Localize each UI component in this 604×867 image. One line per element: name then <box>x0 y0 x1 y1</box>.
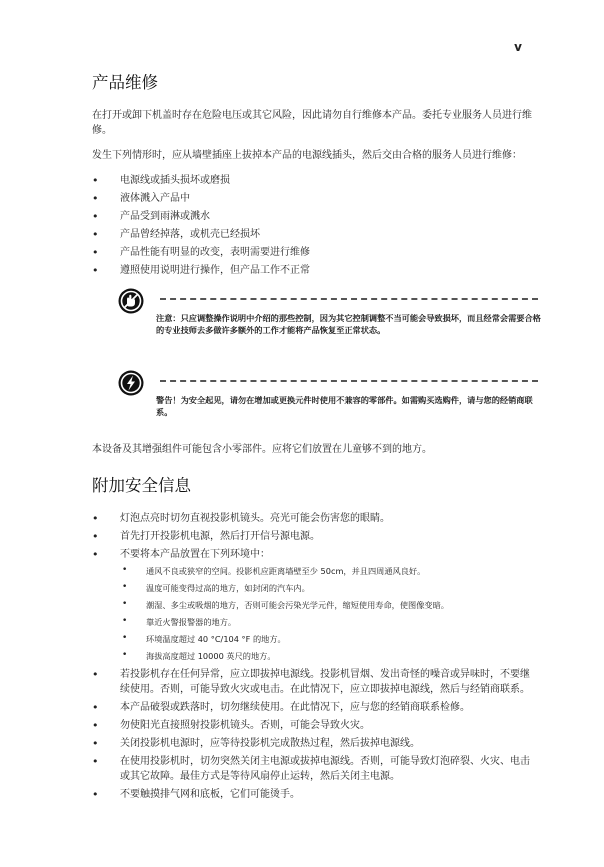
note-text: 注意：只应调整操作说明中介绍的那些控制，因为其它控制调整不当可能会导致损坏，而且经常会需要合格的专业技师去多做许多额外的工作才能将产品恢复至正常状态。 <box>156 313 541 335</box>
list-item: • 产品受到雨淋或溅水 <box>92 209 532 224</box>
list-item: • 温度可能变得过高的地方，如封闭的汽车内。 <box>120 582 532 594</box>
safety-list <box>92 511 532 802</box>
list-item: • 产品曾经掉落，或机壳已经损坏 <box>92 227 532 242</box>
repair-condition-list <box>92 173 532 278</box>
list-item: • 潮湿、多尘或吸烟的地方，否则可能会污染光学元件，缩短使用寿命，使图像变暗。 <box>120 599 532 611</box>
list-item: • 通风不良或狭窄的空间。投影机应距离墙壁至少 50cm，并且四周通风良好。 <box>120 565 532 577</box>
list-item: • 本产品破裂或跌落时，切勿继续使用。在此情况下，应与您的经销商联系检修。 <box>92 700 532 715</box>
section-title-repair: 产品维修 <box>92 73 158 92</box>
list-item: • 首先打开投影机电源，然后打开信号源电源。 <box>92 529 532 544</box>
no-touch-hand-icon <box>118 288 144 314</box>
page-content <box>92 72 541 812</box>
repair-conditions: 发生下列情形时，应从墙壁插座上拔掉本产品的电源线插头，然后交由合格的服务人员进行维修： <box>92 150 522 161</box>
list-item: • 勿使阳光直接照射投影机镜头。否则，可能会导致火灾。 <box>92 718 532 733</box>
small-parts-notice: 本设备及其增强组件可能包含小零部件。应将它们放置在儿童够不到的地方。 <box>92 444 432 455</box>
list-item: • 不要触摸排气网和底板，它们可能烫手。 <box>92 787 532 802</box>
warning-block <box>92 370 532 430</box>
repair-intro: 在打开或卸下机盖时存在危险电压或其它风险，因此请勿自行维修本产品。委托专业服务人员进行维修。 <box>92 110 532 136</box>
list-item: • 靠近火警报警器的地方。 <box>120 616 532 628</box>
list-item: • 若投影机存在任何异常，应立即拔掉电源线。投影机冒烟、发出奇怪的噪音或异味时，不要继续使用。否则，可能导致火灾或电击。在此情况下，应立即拔掉电源线，然后与经销商联系。 <box>92 667 532 697</box>
section-title-safety: 附加安全信息 <box>92 476 191 495</box>
list-item: • 液体溅入产品中 <box>92 191 532 206</box>
list-item: • 在使用投影机时，切勿突然关闭主电源或拔掉电源线。否则，可能导致灯泡碎裂、火灾、电击或其它故障。最佳方式是等待风扇停止运转，然后关闭主电源。 <box>92 754 532 784</box>
list-item: • 遵照使用说明进行操作，但产品工作不正常 <box>92 263 532 278</box>
note-block <box>92 288 541 358</box>
warning-text: 警告！为安全起见，请勿在增加或更换元件时使用不兼容的零部件。如需购买选购件，请与您的经销商联系。 <box>156 395 533 417</box>
page-number: v <box>514 40 522 54</box>
warning-divider <box>160 380 538 382</box>
list-item: • 关闭投影机电源时，应等待投影机完成散热过程，然后拔掉电源线。 <box>92 736 532 751</box>
list-item: • 灯泡点亮时切勿直视投影机镜头。亮光可能会伤害您的眼睛。 <box>92 511 532 526</box>
note-divider <box>160 298 538 300</box>
list-item: • 环境温度超过 40 °C/104 °F 的地方。 <box>120 633 532 645</box>
lightning-bolt-icon <box>118 370 144 396</box>
list-item: • 电源线或插头损坏或磨损 <box>92 173 532 188</box>
list-item: • 产品性能有明显的改变，表明需要进行维修 <box>92 245 532 260</box>
list-item: • 海拔高度超过 10000 英尺的地方。 <box>120 650 532 662</box>
environment-list <box>120 565 532 662</box>
list-item-label: 不要将本产品放置在下列环境中： <box>120 549 270 560</box>
list-item <box>92 547 532 662</box>
